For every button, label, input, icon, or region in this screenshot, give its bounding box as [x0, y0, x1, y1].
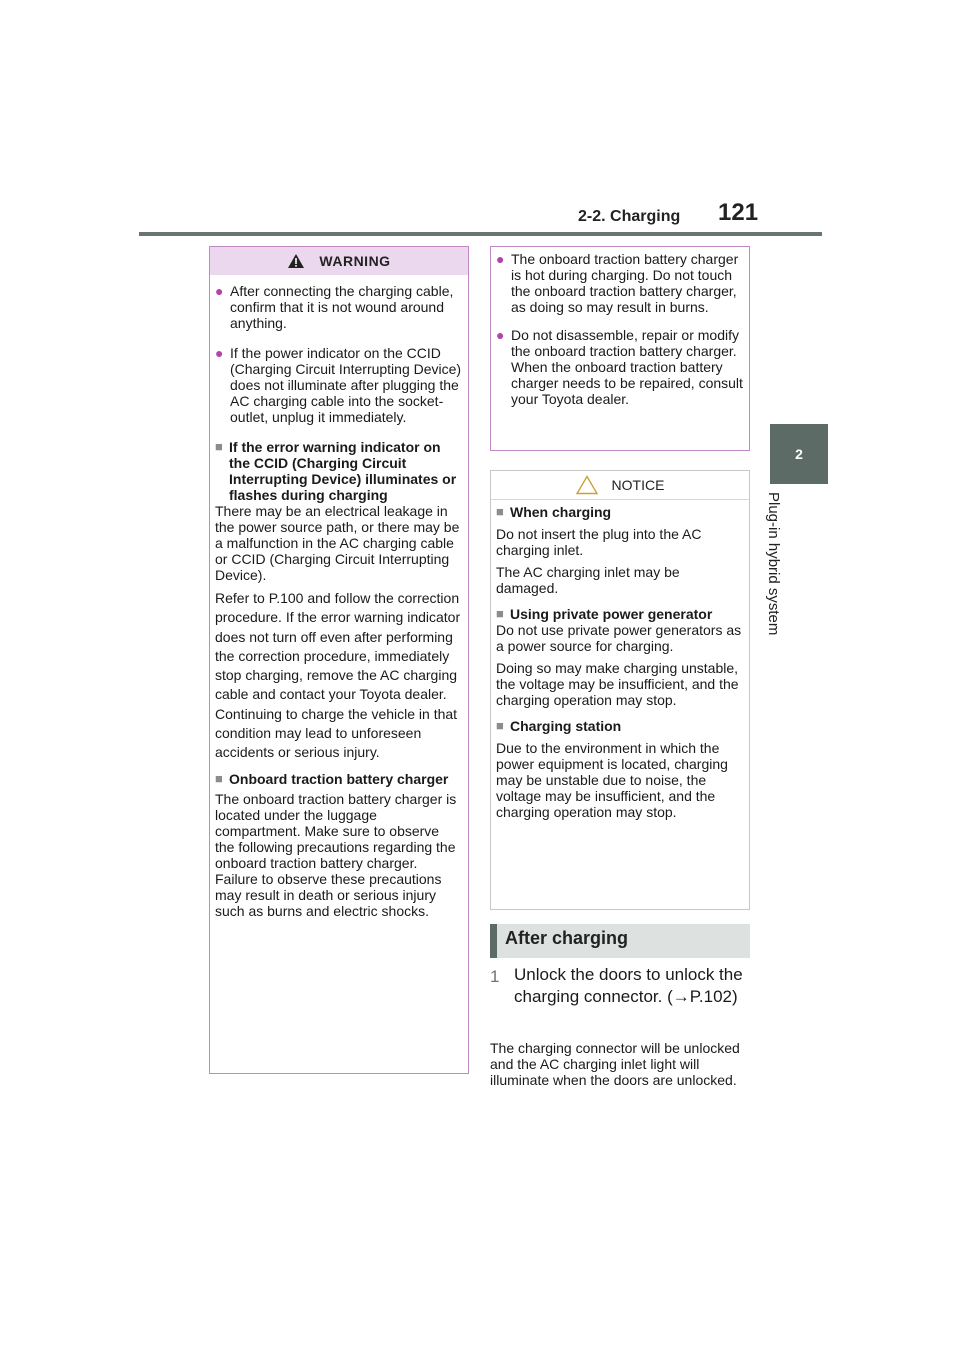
notice-box — [490, 470, 750, 910]
notice-triangle-icon — [576, 475, 598, 495]
notice-title: NOTICE — [611, 477, 665, 493]
paragraph: Do not insert the plug into the AC charging inlet. — [496, 526, 702, 558]
chapter-title: Plug-in hybrid system — [765, 492, 782, 636]
bullet-dot-icon: ● — [496, 251, 505, 267]
warning-title: WARNING — [319, 253, 391, 269]
warning-bullet: ● Do not disassemble, repair or modify the onboard traction battery charger. When the onboard traction battery charger needs to be repaired, consult your Toyota dealer. — [496, 327, 743, 407]
notice-header — [491, 471, 749, 500]
page-number: 121 — [718, 199, 759, 226]
bullet-dot-icon: ● — [496, 327, 505, 343]
subsection-heading: ■ Using private power generator — [496, 606, 713, 622]
chapter-tab — [770, 424, 828, 484]
section-heading-bar — [490, 924, 750, 958]
warning-bullet: ● After connecting the charging cable, confirm that it is not wound around anything. — [215, 283, 454, 331]
paragraph: Refer to P.100 and follow the correction procedure. If the error warning indicator does not turn off even after performing the correction procedure, immediately stop charging, remove the AC charging cable and contact your Toyota dealer. Continuing to charge the vehicle in that condition may lead to unforeseen accidents or serious injury. — [215, 590, 461, 761]
step-number: 1 — [490, 967, 500, 986]
subsection-heading: ■ If the error warning indicator on the CCID (Charging Circuit Interrupting Device) illuminates or flashes during charging — [215, 439, 457, 503]
chapter-title-vertical — [762, 492, 802, 752]
paragraph: The AC charging inlet may be damaged. — [496, 564, 680, 596]
subsection-heading: ■ Charging station — [496, 718, 622, 734]
chapter-number: 2 — [795, 446, 803, 462]
warning-triangle-icon — [287, 253, 305, 269]
warning-bullet: ● The onboard traction battery charger is hot during charging. Do not touch the onboard traction battery charger, as doing so may result in burns. — [496, 251, 739, 315]
warning-box-continued — [490, 246, 750, 451]
paragraph: Do not use private power generators as a power source for charging. — [496, 622, 742, 654]
bullet-dot-icon: ● — [215, 345, 224, 361]
warning-box — [209, 246, 469, 1074]
paragraph: The charging connector will be unlocked and the AC charging inlet light will illuminate when the doors are unlocked. — [490, 1040, 740, 1088]
paragraph: There may be an electrical leakage in the power source path, or there may be a malfunction in the AC charging cable or CCID (Charging Circuit Interrupting Device). — [215, 503, 460, 583]
square-bullet-icon: ■ — [215, 439, 223, 454]
running-header-section: 2-2. Charging — [578, 208, 681, 225]
bullet-dot-icon: ● — [215, 283, 224, 299]
header-rule — [139, 232, 822, 236]
warning-bullet: ● If the power indicator on the CCID (Charging Circuit Interrupting Device) does not illuminate after plugging the AC charging cable into the socket-outlet, unplug it immediately. — [215, 345, 462, 425]
square-bullet-icon: ■ — [496, 718, 504, 733]
paragraph: Doing so may make charging unstable, the voltage may be insufficient, and the charging operation may stop. — [496, 660, 739, 708]
subsection-heading: ■ Onboard traction battery charger — [215, 770, 449, 787]
step-text: Unlock the doors to unlock the charging connector. (→P.102) — [514, 965, 743, 1006]
paragraph: The onboard traction battery charger is located under the luggage compartment. Make sure to observe the following precautions regarding the onboard traction battery charger. Failure to observe these precautions may result in death or serious injury such as burns and electric shocks. — [215, 790, 457, 919]
section-title: After charging — [505, 928, 629, 948]
subsection-heading: ■ When charging — [496, 504, 612, 520]
square-bullet-icon: ■ — [496, 606, 504, 621]
square-bullet-icon: ■ — [215, 770, 223, 786]
procedure-step — [490, 964, 752, 1008]
paragraph: Due to the environment in which the power equipment is located, charging may be unstable due to noise, the voltage may be insufficient, and the charging operation may stop. — [496, 740, 728, 820]
square-bullet-icon: ■ — [496, 504, 504, 519]
warning-header — [210, 247, 468, 275]
